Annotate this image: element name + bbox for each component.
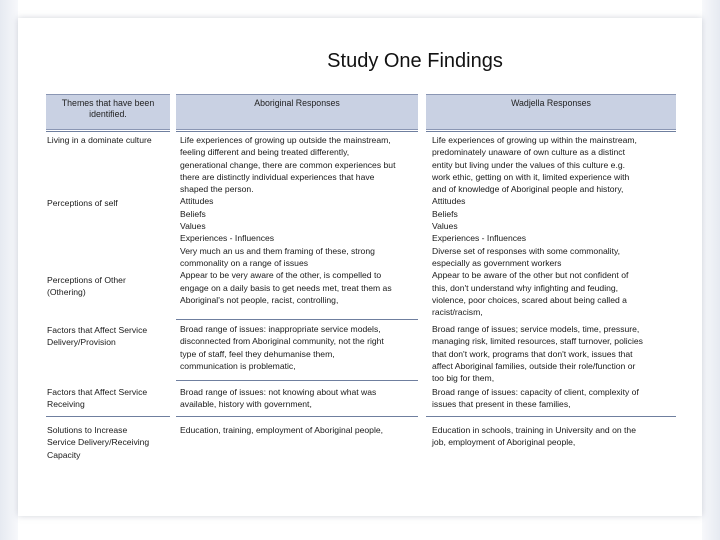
cell-line: Attitudes (180, 196, 214, 207)
theme-line: Capacity (47, 449, 81, 460)
wadjella-cell-3 (431, 386, 676, 411)
cell-line: especially as government workers (432, 257, 562, 268)
cell-line: Experiences - Influences (432, 233, 527, 244)
findings-table (46, 94, 676, 470)
cell-line: too big for them, (432, 373, 495, 384)
row-divider (176, 380, 418, 381)
cell-line: Attitudes (432, 196, 466, 207)
cell-line: predominately unaware of own culture as a distinct (432, 147, 625, 158)
cell-line: there are distinctly individual experiences that have (180, 171, 375, 182)
aboriginal-cell-3 (179, 386, 419, 411)
theme-line: (Othering) (47, 287, 86, 298)
left-decoration (0, 0, 18, 540)
theme-cell (46, 424, 170, 461)
cell-line: Values (180, 221, 206, 232)
theme-line: Receiving (47, 399, 85, 410)
row-divider (46, 416, 170, 417)
wadjella-cell-1 (431, 134, 676, 318)
theme-line: Service Delivery/Receiving (47, 437, 150, 448)
right-decoration (702, 0, 720, 540)
theme-line: Solutions to Increase (47, 425, 128, 435)
header-themes-line: Themes that have been (61, 98, 155, 108)
theme-cell (46, 197, 170, 209)
header-aboriginal: Aboriginal Responses (176, 94, 418, 130)
cell-line: this, don't understand why infighting and feuding, (432, 282, 619, 293)
cell-line: and of knowledge of Aboriginal people and history, (432, 184, 624, 195)
aboriginal-cell-2 (179, 323, 419, 372)
wadjella-cell-2 (431, 323, 676, 384)
cell-line: Experiences - Influences (180, 233, 275, 244)
row-divider (176, 319, 418, 320)
cell-line: Beliefs (432, 208, 458, 219)
cell-line: managing risk, limited resources, staff turnover, policies (432, 336, 643, 347)
cell-line: Life experiences of growing up outside the mainstream, (180, 135, 391, 145)
cell-line: issues that present in these families, (432, 399, 571, 410)
cell-line: shaped the person. (180, 184, 254, 195)
cell-line: disconnected from Aboriginal community, not the right (180, 336, 384, 347)
cell-line: affect Aboriginal families, outside their role/function or (432, 360, 636, 371)
theme-cell (46, 386, 170, 411)
header-wadjella: Wadjella Responses (426, 94, 676, 130)
cell-line: job, employment of Aboriginal people, (432, 437, 576, 448)
cell-line: feeling different and being treated differently, (180, 147, 350, 158)
cell-line: violence, poor choices, scared about being called a (432, 294, 627, 305)
aboriginal-cell-1 (179, 134, 419, 306)
theme-line: Factors that Affect Service (47, 325, 148, 335)
cell-line: Diverse set of responses with some commonality, (432, 245, 621, 256)
cell-line: commonality on a range of issues (180, 257, 309, 268)
theme-line: Delivery/Provision (47, 337, 116, 348)
cell-line: Life experiences of growing up within the mainstream, (432, 135, 637, 145)
theme-line: Factors that Affect Service (47, 387, 148, 397)
row-divider (46, 131, 170, 132)
cell-line: communication is problematic, (180, 360, 296, 371)
cell-line: Beliefs (180, 208, 206, 219)
cell-line: Broad range of issues: not knowing about what was (180, 387, 377, 397)
theme-line: Living in a dominate culture (47, 135, 152, 145)
row-divider (176, 131, 418, 132)
row-divider (426, 416, 676, 417)
cell-line: Broad range of issues: inappropriate service models, (180, 324, 381, 334)
cell-line: Education, training, employment of Aboriginal people, (180, 425, 384, 435)
cell-line: Appear to be very aware of the other, is compelled to (180, 270, 382, 281)
row-divider (176, 416, 418, 417)
theme-line: Perceptions of Other (47, 275, 126, 285)
cell-line: Education in schools, training in University and on the (432, 425, 636, 435)
cell-line: Values (432, 221, 458, 232)
cell-line: type of staff, feel they dehumanise them, (180, 348, 335, 359)
theme-cell (46, 324, 170, 349)
cell-line: Aboriginal's not people, racist, controlling, (180, 294, 339, 305)
theme-cell (46, 134, 170, 146)
header-themes-line: identified. (89, 109, 127, 119)
header-themes (46, 94, 170, 130)
cell-line: Very much an us and them framing of these, strong (180, 245, 375, 256)
row-divider (426, 131, 676, 132)
cell-line: work ethic, getting on with it, limited experience with (432, 171, 630, 182)
cell-line: entity but living under the values of this culture e.g. (432, 159, 625, 170)
slide-title: Study One Findings (327, 50, 503, 72)
aboriginal-cell-4 (179, 424, 419, 436)
theme-cell (46, 274, 170, 299)
cell-line: that don't work, programs that don't work, issues that (432, 348, 633, 359)
cell-line: Appear to be aware of the other but not confident of (432, 270, 629, 281)
theme-line: Perceptions of self (47, 198, 118, 208)
cell-line: generational change, there are common experiences but (180, 159, 396, 170)
wadjella-cell-4 (431, 424, 676, 449)
cell-line: racist/racism, (432, 307, 483, 318)
cell-line: engage on a daily basis to get needs met, treat them as (180, 282, 392, 293)
cell-line: Broad range of issues; service models, time, pressure, (432, 324, 640, 334)
cell-line: Broad range of issues: capacity of client, complexity of (432, 387, 639, 397)
cell-line: available, history with government, (180, 399, 312, 410)
